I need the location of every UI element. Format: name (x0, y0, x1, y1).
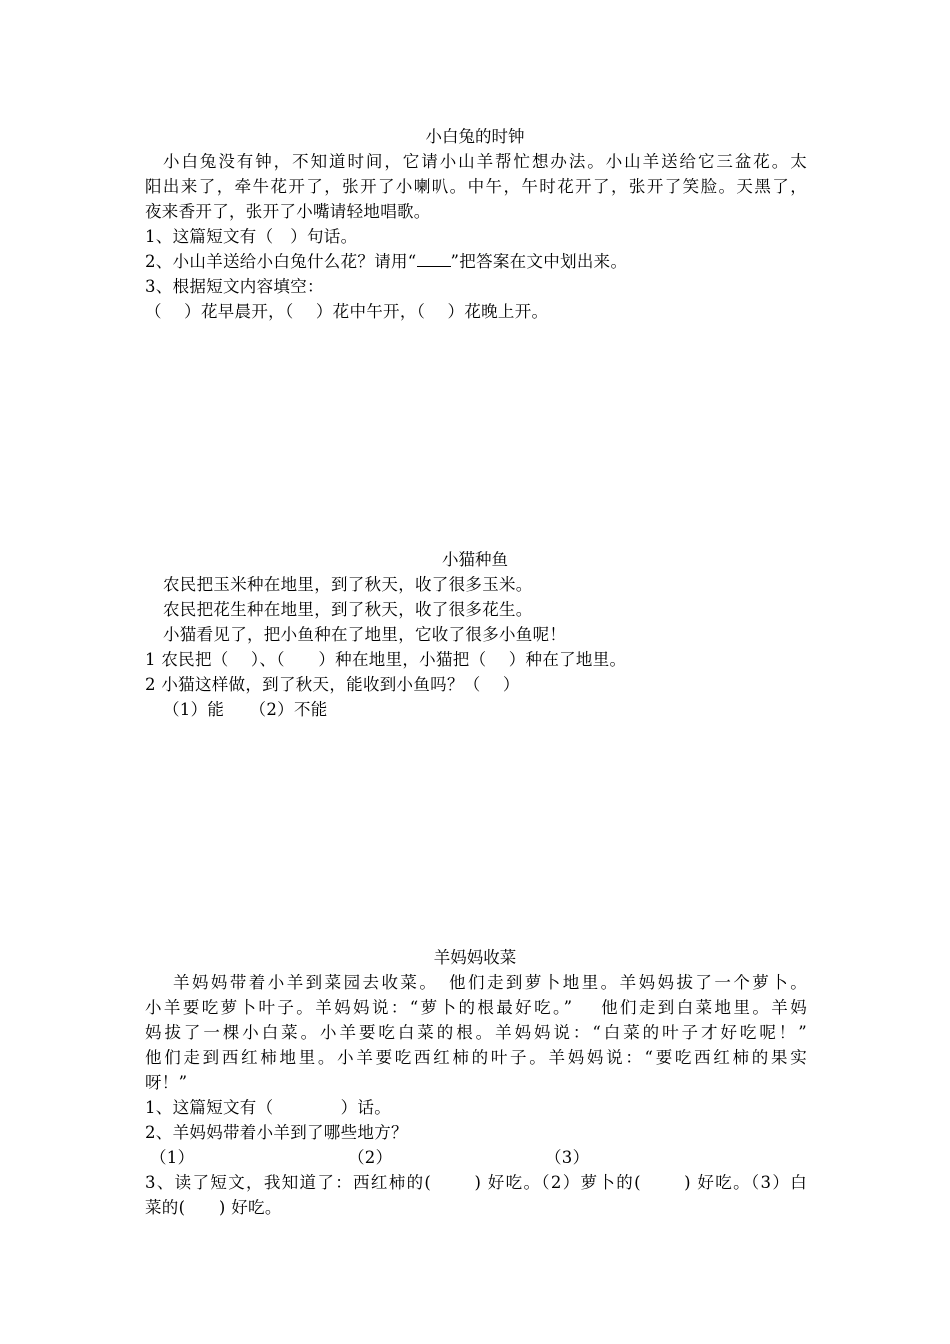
story3-paragraph-line: 他们走到西红柿地里。小羊要吃西红柿的叶子。羊妈妈说：“要吃西红柿的果实 (145, 1048, 807, 1067)
story3-title: 羊妈妈收菜 (433, 948, 517, 967)
story2-paragraph-line: 小猫看见了，把小鱼种在了地里，它收了很多小鱼呢！ (163, 625, 567, 644)
story1-question-3-fill: （ ）花早晨开，（ ）花中午开，（ ）花晚上开。 (145, 302, 549, 321)
story3-paragraph-line: 小羊要吃萝卜叶子。羊妈妈说：“萝卜的根最好吃。” 他们走到白菜地里。羊妈 (145, 998, 807, 1017)
story3-paragraph-line: 妈拔了一棵小白菜。小羊要吃白菜的根。羊妈妈说：“白菜的叶子才好吃呢！” (145, 1023, 807, 1042)
story3-question-3: 3、读了短文，我知道了：西红柿的( ) 好吃。（2）萝卜的( ) 好吃。（3）白 (145, 1173, 807, 1192)
story3-paragraph-line: 呀！” (145, 1073, 188, 1092)
story1-paragraph-line: 小白兔没有钟，不知道时间，它请小山羊帮忙想办法。小山羊送给它三盆花。太 (163, 152, 807, 171)
question-text: 2、小山羊送给小白兔什么花？请用“ (145, 252, 417, 271)
story1-title: 小白兔的时钟 (425, 127, 525, 146)
story2-paragraph-line: 农民把花生种在地里，到了秋天，收了很多花生。 (163, 600, 533, 619)
story2-title: 小猫种鱼 (442, 550, 508, 569)
story1-question-2 (145, 249, 627, 274)
story2-question-2-options: （1）能 （2）不能 (163, 700, 328, 719)
story3-answer-slot-3: （3） (545, 1148, 590, 1167)
story1-question-3: 3、根据短文内容填空： (145, 277, 324, 296)
story3-question-1: 1、这篇短文有（ ）话。 (145, 1098, 391, 1117)
story3-question-2: 2、羊妈妈带着小羊到了哪些地方？ (145, 1123, 408, 1142)
story2-paragraph-line: 农民把玉米种在地里，到了秋天，收了很多玉米。 (163, 575, 533, 594)
story2-question-2: 2 小猫这样做，到了秋天，能收到小鱼吗？（ ） (145, 675, 520, 694)
story1-paragraph-line: 阳出来了，牵牛花开了，张开了小喇叭。中午，午时花开了，张开了笑脸。天黑了， (145, 177, 807, 196)
story3-answer-slot-1: （1） (150, 1148, 195, 1167)
story3-answer-slot-2: （2） (348, 1148, 393, 1167)
story3-paragraph-line: 羊妈妈带着小羊到菜园去收菜。 他们走到萝卜地里。羊妈妈拔了一个萝卜。 (173, 973, 807, 992)
story3-question-3-cont: 菜的( ) 好吃。 (145, 1198, 282, 1217)
underline-blank (417, 252, 451, 267)
story2-question-1: 1 农民把（ ）、（ ）种在地里，小猫把（ ）种在了地里。 (145, 650, 627, 669)
story1-paragraph-line: 夜来香开了，张开了小嘴请轻地唱歌。 (145, 202, 431, 221)
question-text: ”把答案在文中划出来。 (450, 252, 628, 271)
story1-question-1: 1、这篇短文有（ ）句话。 (145, 227, 358, 246)
